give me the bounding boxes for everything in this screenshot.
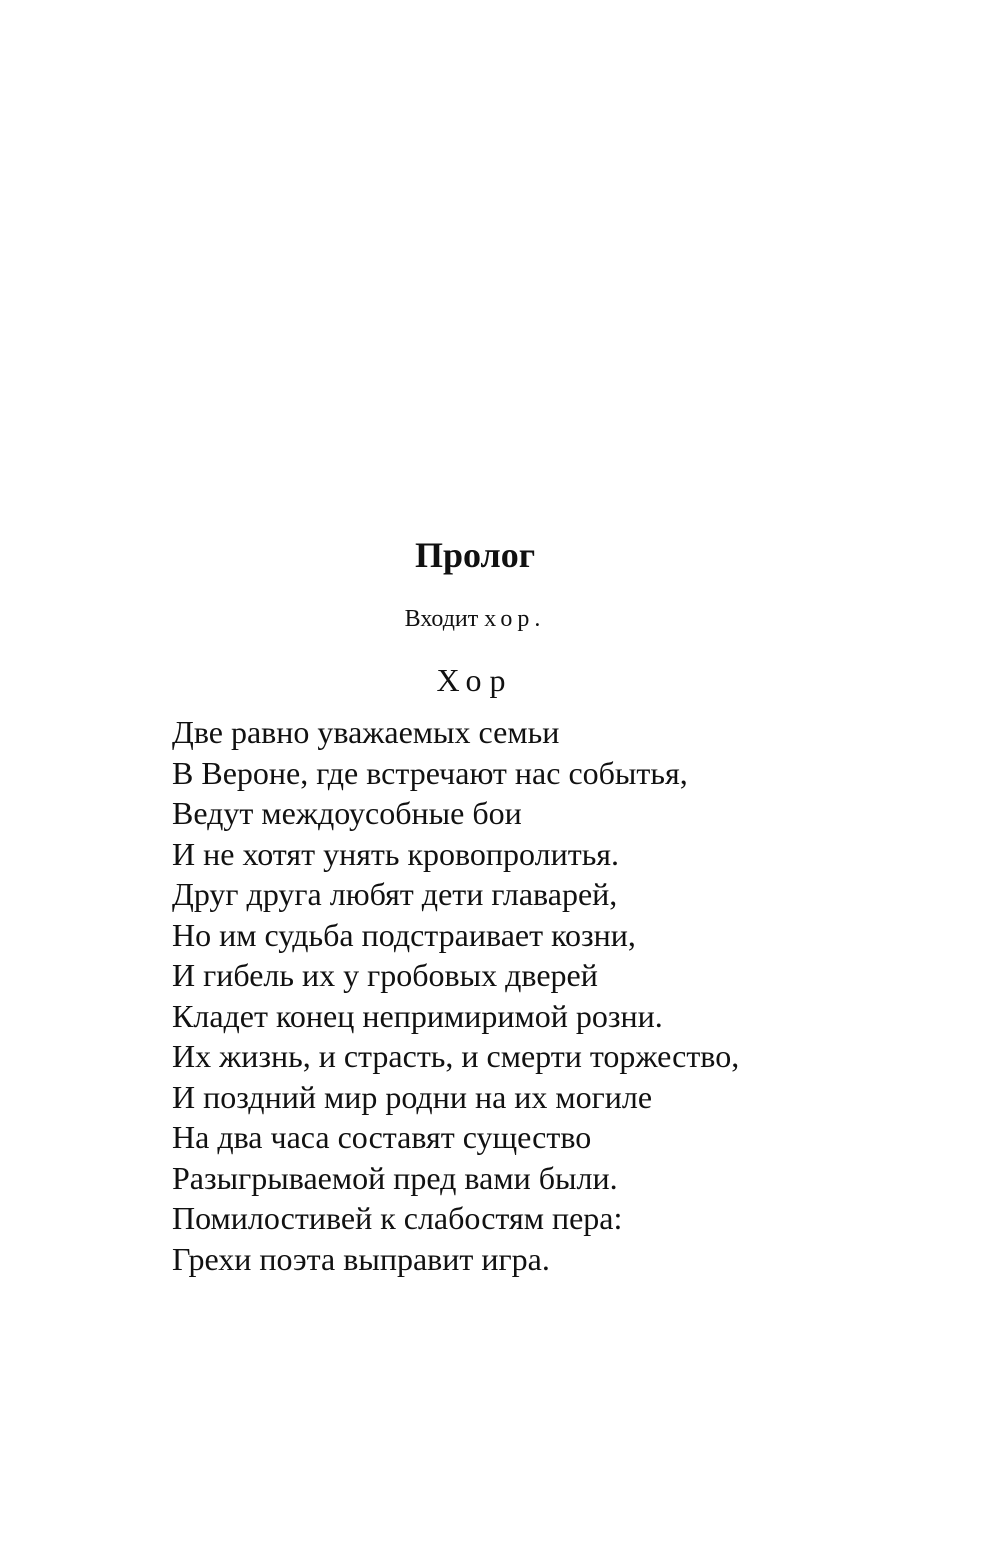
verse-line: Ведут междоусобные бои xyxy=(172,795,522,831)
verse-line: И не хотят унять кровопролитья. xyxy=(172,835,620,872)
verse-line: Две равно уважаемых семьи xyxy=(172,714,560,750)
stage-direction xyxy=(0,602,950,636)
stage-direction-text: Входит xyxy=(404,606,479,632)
section-title: Пролог xyxy=(414,535,536,575)
verse-line: На два часа составят существо xyxy=(172,1119,592,1155)
verse-line: Грехи поэта выправит игра. xyxy=(172,1240,550,1277)
verse-line: Разыгрываемой пред вами были. xyxy=(172,1159,618,1196)
verse-line: Кладет конец непримиримой розни. xyxy=(172,997,663,1034)
stage-direction-actor: хор. xyxy=(484,606,546,632)
verse-line: И гибель их у гробовых дверей xyxy=(172,957,598,993)
speaker-name: Хор xyxy=(436,662,514,698)
verse-block xyxy=(172,712,739,1279)
verse-line: Их жизнь, и страсть, и смерти торжество, xyxy=(172,1038,740,1074)
verse-line: Друг друга любят дети главарей, xyxy=(172,876,618,912)
verse-line: Помилостивей к слабостям пера: xyxy=(172,1200,623,1236)
verse-line: В Вероне, где встречают нас событья, xyxy=(172,754,688,791)
verse-line: И поздний мир родни на их могиле xyxy=(172,1078,653,1115)
verse-line: Но им судьба подстраивает козни, xyxy=(172,916,636,953)
